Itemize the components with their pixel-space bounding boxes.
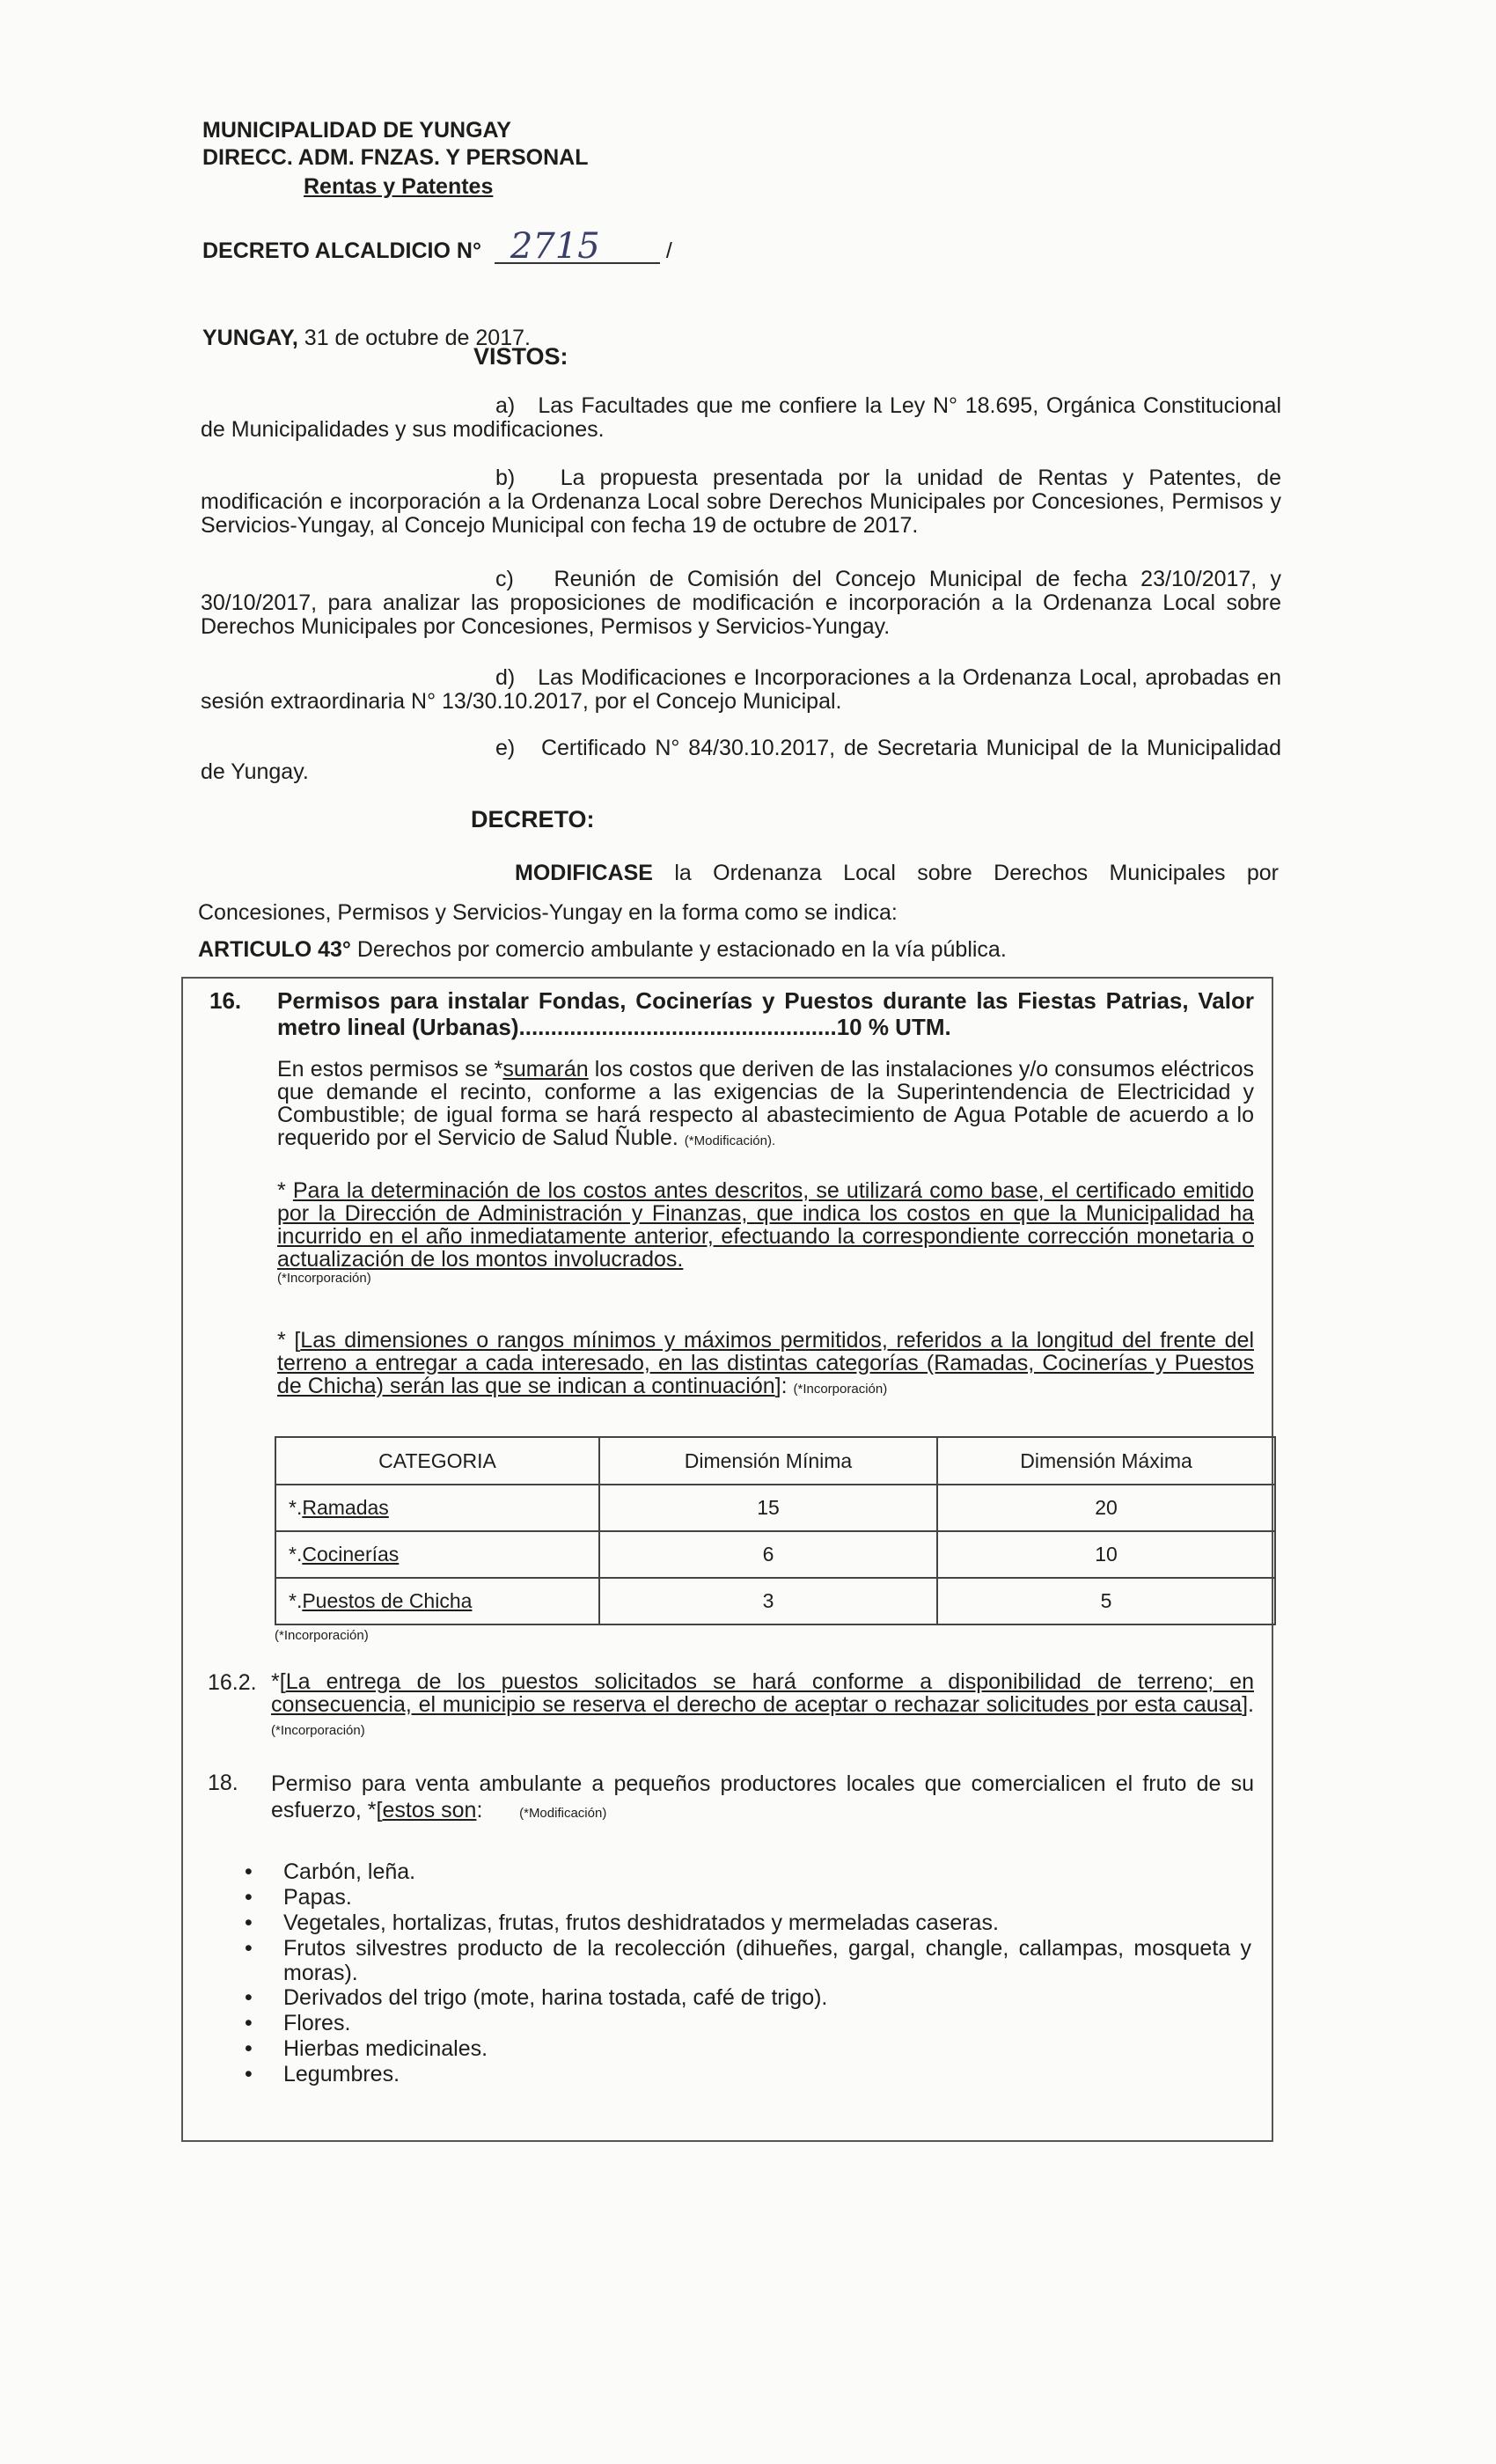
category-name: Ramadas — [302, 1496, 389, 1519]
header-categoria: CATEGORIA — [275, 1437, 599, 1485]
table-row — [275, 1485, 1275, 1531]
dimensions-end: ]: — [774, 1374, 788, 1398]
row-prefix: *. — [289, 1589, 303, 1612]
list-item-text: Flores. — [283, 2011, 351, 2035]
visto-d-text: Las Modificaciones e Incorporaciones a la Ordenanza Local, aprobadas en sesión extraordinaria N° 13/30.10.2017, por el Concejo Municipal. — [201, 665, 1282, 714]
certificate-text: Para la determinación de los costos antes descritos, se utilizará como base, el certificado emitido por la Dirección de Administración y Finanzas, que indica los costos en que la Municipalidad ha incurrido en el año inmediatamente anterior, efectuando la correspondiente corrección monetaria o actualización de los montos involucrados. — [277, 1178, 1254, 1272]
visto-b — [201, 466, 1281, 538]
category-cell — [275, 1531, 599, 1578]
department-name: DIRECC. ADM. FNZAS. Y PERSONAL — [202, 145, 589, 170]
list-item-text: Carbón, leña. — [283, 1859, 416, 1884]
modification-tag: (*Modificación) — [519, 1806, 607, 1821]
visto-e-text: Certificado N° 84/30.10.2017, de Secretaria Municipal de la Municipalidad de Yungay. — [201, 736, 1281, 784]
list-item — [239, 1885, 1251, 1910]
dimensions-text: Las dimensiones o rangos mínimos y máximos permitidos, referidos a la longitud del frente del terreno a entregar a cada interesado, en las distintas categorías (Ramadas, Cocinerías y Puestos de Chicha) serán las que se indican a continuación — [277, 1328, 1254, 1398]
table-header-row — [275, 1437, 1275, 1485]
list-item-text: Hierbas medicinales. — [283, 2036, 488, 2061]
section-18-number: 18. — [208, 1771, 238, 1795]
bullet-icon: • — [245, 2011, 253, 2035]
bullet-icon: • — [245, 2062, 253, 2086]
modificase-paragraph — [198, 854, 1279, 933]
visto-a-letter: a) — [495, 393, 516, 418]
list-item — [239, 1985, 1251, 2011]
municipality-name: MUNICIPALIDAD DE YUNGAY — [202, 118, 511, 143]
decree-number: 2715 — [495, 231, 660, 264]
section-16-2-star: *[ — [271, 1669, 286, 1694]
visto-b-text: La propuesta presentada por la unidad de Rentas y Patentes, de modificación e incorporación a la Ordenanza Local sobre Derechos Municipales por Concesiones, Permisos y Servicios-Yungay, al Concejo Municipal con fecha 19 de octubre de 2017. — [201, 466, 1281, 538]
visto-e-letter: e) — [495, 736, 516, 760]
incorporation-tag: (*Incorporación) — [793, 1382, 888, 1397]
list-item-text: Derivados del trigo (mote, harina tostada, café de trigo). — [283, 1985, 828, 2010]
list-item-text: Papas. — [283, 1885, 352, 1910]
bullet-icon: • — [245, 1910, 253, 1935]
visto-d — [201, 666, 1281, 714]
row-prefix: *. — [289, 1496, 303, 1519]
visto-d-letter: d) — [495, 665, 516, 690]
section-16-2-end: ]. — [1242, 1692, 1254, 1717]
decree-label: DECRETO ALCALDICIO N° — [202, 238, 481, 263]
section-16-title: Permisos para instalar Fondas, Cocinerías y Puestos durante las Fiestas Patrias, Valor metro lineal (Urbanas)..................................................10 % UTM. — [277, 987, 1254, 1040]
row-prefix: *. — [289, 1543, 303, 1566]
category-cell — [275, 1485, 599, 1531]
list-item — [239, 1859, 1251, 1885]
date-place: YUNGAY, — [202, 326, 298, 350]
section-16-2-number: 16.2. — [208, 1670, 257, 1695]
min-cell: 15 — [599, 1485, 937, 1531]
article-label: ARTICULO 43° — [198, 937, 351, 962]
date-text: 31 de octubre de 2017. — [304, 326, 531, 350]
costs-text-b: los costos que deriven de las instalaciones y/o consumos eléctricos que demande el recinto, conforme a las exigencias de la Superintendencia de Electricidad y Combustible; de igual forma se hará respecto al abastecimiento de Agua Potable de acuerdo a lo requerido por el Servicio de Salud Ñuble. — [277, 1057, 1254, 1150]
min-cell: 3 — [599, 1578, 937, 1624]
decree-slash: / — [665, 238, 672, 263]
bullet-icon: • — [245, 1885, 253, 1910]
visto-a-text: Las Facultades que me confiere la Ley N° 18.695, Orgánica Constitucional de Municipalidades y sus modificaciones. — [201, 393, 1282, 442]
table-row — [275, 1531, 1275, 1578]
min-cell: 6 — [599, 1531, 937, 1578]
category-cell — [275, 1578, 599, 1624]
bullet-icon: • — [245, 2036, 253, 2061]
costs-text-sumaran: sumarán — [502, 1057, 589, 1082]
unit-name: Rentas y Patentes — [304, 174, 494, 199]
table-row — [275, 1578, 1275, 1624]
table-incorporation-tag: (*Incorporación) — [275, 1628, 369, 1643]
list-item — [239, 1910, 1251, 1936]
products-list-wrap — [239, 1859, 1251, 2087]
costs-paragraph — [277, 1058, 1254, 1153]
bullet-icon: • — [245, 1936, 253, 1961]
category-name: Puestos de Chicha — [302, 1589, 473, 1612]
article-text: Derechos por comercio ambulante y estacionado en la vía pública. — [356, 937, 1007, 962]
bullet-icon: • — [245, 1859, 253, 1884]
visto-a — [201, 394, 1281, 442]
list-item — [239, 2036, 1251, 2062]
list-item-text: Legumbres. — [283, 2062, 400, 2086]
certificate-star: * — [277, 1178, 293, 1203]
section-16-number: 16. — [209, 987, 242, 1014]
dimensions-paragraph — [277, 1329, 1254, 1401]
visto-b-letter: b) — [495, 466, 516, 490]
products-list — [239, 1859, 1251, 2087]
section-18-lead: Permiso para venta ambulante a pequeños productores locales que comercialicen el fruto de su esfuerzo, *[ — [271, 1771, 1254, 1822]
dimensions-star: * [ — [277, 1328, 301, 1353]
modificase-text: la Ordenanza Local sobre Derechos Municipales por Concesiones, Permisos y Servicios-Yungay en la forma como se indica: — [198, 861, 1279, 925]
visto-c — [201, 568, 1281, 639]
section-16-2-text — [271, 1670, 1254, 1742]
list-item — [239, 2062, 1251, 2087]
header-dimension-maxima: Dimensión Máxima — [937, 1437, 1275, 1485]
list-item — [239, 2011, 1251, 2036]
vistos-title: VISTOS: — [473, 343, 568, 370]
modification-tag: (*Modificación). — [684, 1133, 776, 1148]
max-cell: 5 — [937, 1578, 1275, 1624]
incorporation-tag: (*Incorporación) — [271, 1723, 365, 1738]
category-table-wrap — [275, 1436, 1276, 1625]
max-cell: 10 — [937, 1531, 1275, 1578]
section-18-text — [271, 1771, 1254, 1827]
list-item-text: Vegetales, hortalizas, frutas, frutos deshidratados y mermeladas caseras. — [283, 1910, 999, 1935]
bullet-icon: • — [245, 1985, 253, 2010]
incorporation-tag: (*Incorporación) — [277, 1271, 371, 1286]
modificase-word: MODIFICASE — [515, 861, 653, 885]
article-heading — [198, 937, 1007, 963]
max-cell: 20 — [937, 1485, 1275, 1531]
visto-c-text: Reunión de Comisión del Concejo Municipal de fecha 23/10/2017, y 30/10/2017, para analizar las proposiciones de modificación e incorporación a la Ordenanza Local sobre Derechos Municipales por Concesiones, Permisos y Servicios-Yungay. — [201, 567, 1281, 639]
costs-text-a: En estos permisos se * — [277, 1057, 503, 1082]
header-dimension-minima: Dimensión Mínima — [599, 1437, 937, 1485]
decree-line — [202, 226, 672, 267]
list-item-text: Frutos silvestres producto de la recolección (dihueñes, gargal, changle, callampas, mosqueta y moras). — [283, 1936, 1251, 1985]
decreto-title: DECRETO: — [471, 806, 595, 832]
visto-e — [201, 737, 1281, 784]
category-name: Cocinerías — [302, 1543, 400, 1566]
section-18-underlined: estos son — [382, 1798, 477, 1822]
visto-c-letter: c) — [495, 567, 514, 591]
section-18-colon: : — [476, 1798, 483, 1822]
list-item — [239, 1936, 1251, 1985]
section-16-2-underlined: La entrega de los puestos solicitados se hará conforme a disponibilidad de terreno; en consecuencia, el municipio se reserva el derecho de aceptar o rechazar solicitudes por esta causa — [271, 1669, 1254, 1717]
category-table — [275, 1436, 1276, 1625]
certificate-paragraph — [277, 1179, 1254, 1287]
